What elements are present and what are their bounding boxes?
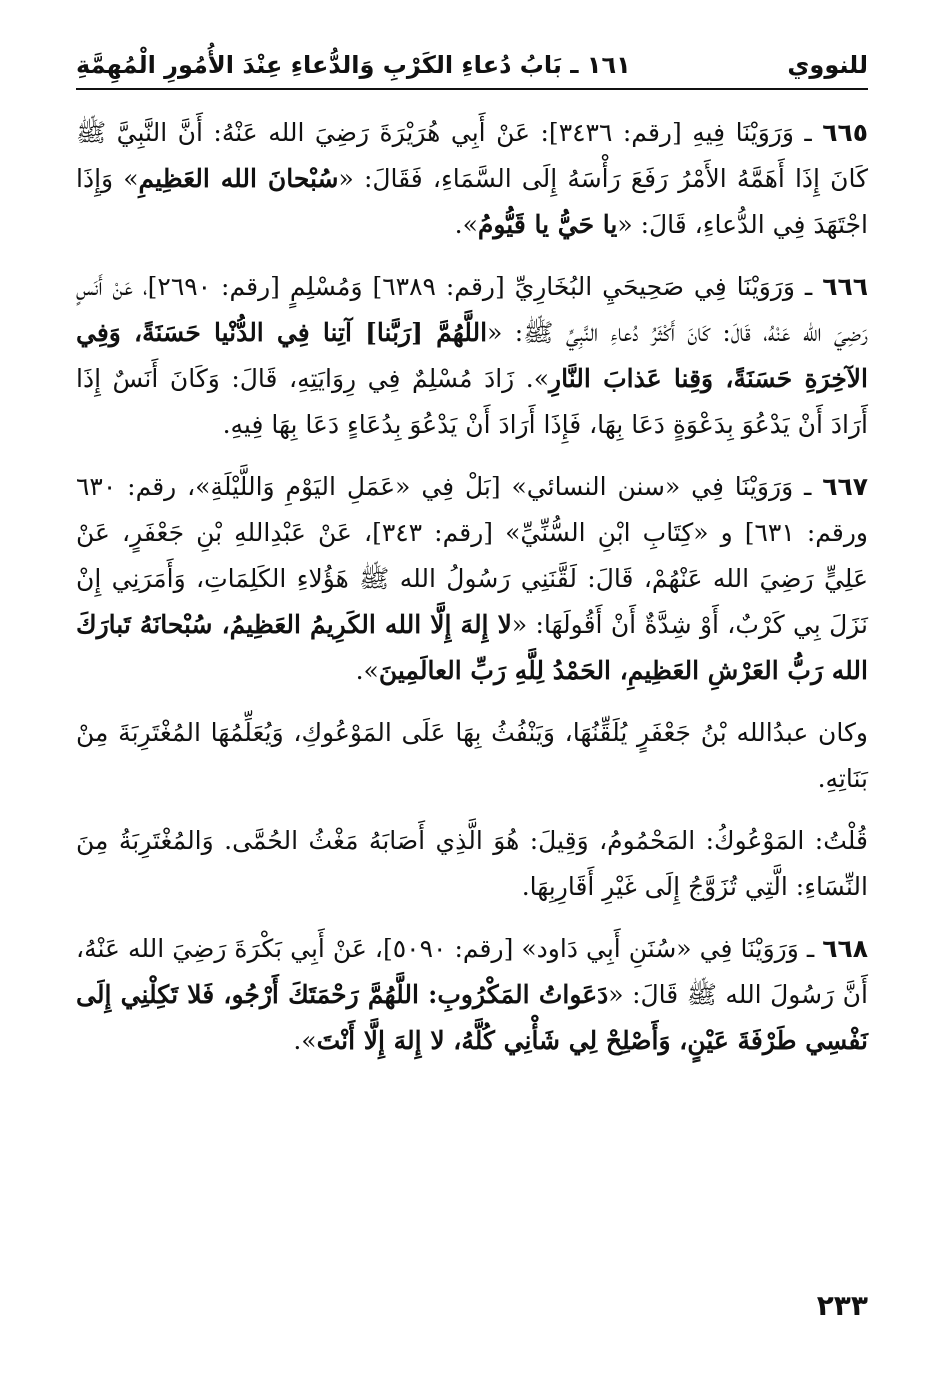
paragraph-667 xyxy=(76,464,868,694)
paragraph-text: ـ وَرَوَيْنَا فِي صَحِيحَيِ البُخَارِيِّ [رقم: ٦٣٨٩] وَمُسْلِمٍ [رقم: ٢٦٩٠]، عَنْ أَنَسٍ رَضِيَ الله عَنْهُ، قَالَ: كَانَ أَكْثَرُ دُعاءِ النَّبِيِّ ﷺ: « xyxy=(76,272,869,347)
paragraph-text: وكان عبدُالله بْنُ جَعْفَرٍ يُلَقِّنُهَا، وَيَنْفُثُ بِهَا عَلَى المَوْعُوكِ، وَيُعَلِّمُهَا المُغْتَرِبَةَ مِنْ بَنَاتِهِ. xyxy=(76,718,868,793)
paragraph-text: ». xyxy=(454,210,478,239)
page-body xyxy=(76,110,868,1064)
dua-text: اللَّهُمَّ [رَبَّنا] آتِنا فِي الدُّنْيا حَسَنَةً، وَفِي الآخِرَةِ حَسَنَةً، وَقِنا عَذابَ النَّارِ xyxy=(76,318,868,393)
hadith-number: ٦٦٥ xyxy=(822,118,868,147)
paragraph-668 xyxy=(76,926,868,1064)
dua-text: يا حَيُّ يا قَيُّومُ xyxy=(477,210,618,239)
hadith-number: ٦٦٨ xyxy=(822,934,868,963)
paragraph-note-definitions xyxy=(76,818,868,910)
header-chapter-title: ١٦١ ـ بَابُ دُعاءِ الكَرْبِ وَالدُّعاءِ عِنْدَ الأُمُورِ الْمُهِمَّةِ xyxy=(76,51,631,79)
page-number: ٢٣٣ xyxy=(816,1289,868,1322)
paragraph-text: ـ وَرَوَيْنَا فِي «سنن النسائي» [بَلْ فِي «عَمَلِ اليَوْمِ وَاللَّيْلَةِ»، رقم: ٦٣٠ ورقم: ٦٣١] و «كِتَابِ ابْنِ السُّنِّيِّ» [رقم: ٣٤٣]، عَنْ عَبْدِاللهِ بْنِ جَعْفَرٍ، عَنْ عَلِيٍّ رَضِيَ الله عَنْهُمْ، قَالَ: لَقَّنَنِي رَسُولُ الله ﷺ هَؤُلاءِ الكَلِمَاتِ، وَأَمَرَنِي إِنْ نَزَلَ بِي كَرْبٌ، أَوْ شِدَّةٌ أَنْ أَقُولَهَا: « xyxy=(76,472,868,639)
dua-text: دَعَواتُ المَكْرُوبِ: اللَّهُمَّ رَحْمَتَكَ أَرْجُو، فَلا تَكِلْنِي إِلَى نَفْسِي طَرْفَةَ عَيْنٍ، وَأَصْلِحْ لِي شَأْنِي كُلَّهُ، لا إِلهَ إِلَّا أَنْتَ xyxy=(76,980,868,1055)
paragraph-text: ». xyxy=(293,1026,317,1055)
page-header xyxy=(76,44,868,90)
paragraph-text: ». xyxy=(355,656,379,685)
dua-text: سُبْحانَ الله العَظِيمِ xyxy=(138,164,339,193)
header-author: للنووي xyxy=(787,51,868,79)
paragraph-666 xyxy=(76,264,868,448)
paragraph-665 xyxy=(76,110,868,248)
dua-text: لا إِلهَ إِلَّا الله الكَرِيمُ العَظِيمُ، سُبْحانَهُ تَبارَكَ الله رَبُّ العَرْشِ العَظِيمِ، الحَمْدُ لِلَّهِ رَبِّ العالَمِينَ xyxy=(76,610,868,685)
paragraph-text: » وَإِذَا اجْتَهَدَ فِي الدُّعاءِ، قَالَ: « xyxy=(76,164,868,239)
paragraph-text: ـ وَرَوَيْنَا فِيهِ [رقم: ٣٤٣٦]: عَنْ أَبِي هُرَيْرَةَ رَضِيَ الله عَنْهُ: أَنَّ النَّبِيَّ ﷺ كَانَ إِذَا أَهَمَّهُ الأَمْرُ رَفَعَ رَأْسَهُ إِلَى السَّمَاءِ، فَقَالَ: « xyxy=(76,118,869,193)
paragraph-text: ». زَادَ مُسْلِمٌ فِي رِوَايَتِهِ، قَالَ: وَكَانَ أَنَسٌ إِذَا أَرَادَ أَنْ يَدْعُوَ بِدَعْوَةٍ دَعَا بِهَا، فَإِذَا أَرَادَ أَنْ يَدْعُوَ بِدُعَاءٍ دَعَا بِهَا فِيهِ. xyxy=(76,364,868,439)
paragraph-text: قُلْتُ: المَوْعُوكُ: المَحْمُومُ، وَقِيلَ: هُوَ الَّذِي أَصَابَهُ مَغْثُ الحُمَّى. وَالمُغْتَرِبَةُ مِنَ النِّسَاءِ: الَّتِي تُزَوَّجُ إِلَى غَيْرِ أَقَارِبِهَا. xyxy=(76,826,868,901)
book-page xyxy=(76,44,868,1354)
paragraph-text: ـ وَرَوَيْنَا فِي «سُنَنِ أَبِي دَاود» [رقم: ٥٠٩٠]، عَنْ أَبِي بَكْرَةَ رَضِيَ الله عَنْهُ، أَنَّ رَسُولَ الله ﷺ قَالَ: « xyxy=(76,934,868,1009)
paragraph-note-abdullah xyxy=(76,710,868,802)
hadith-number: ٦٦٦ xyxy=(822,272,868,301)
hadith-number: ٦٦٧ xyxy=(822,472,868,501)
